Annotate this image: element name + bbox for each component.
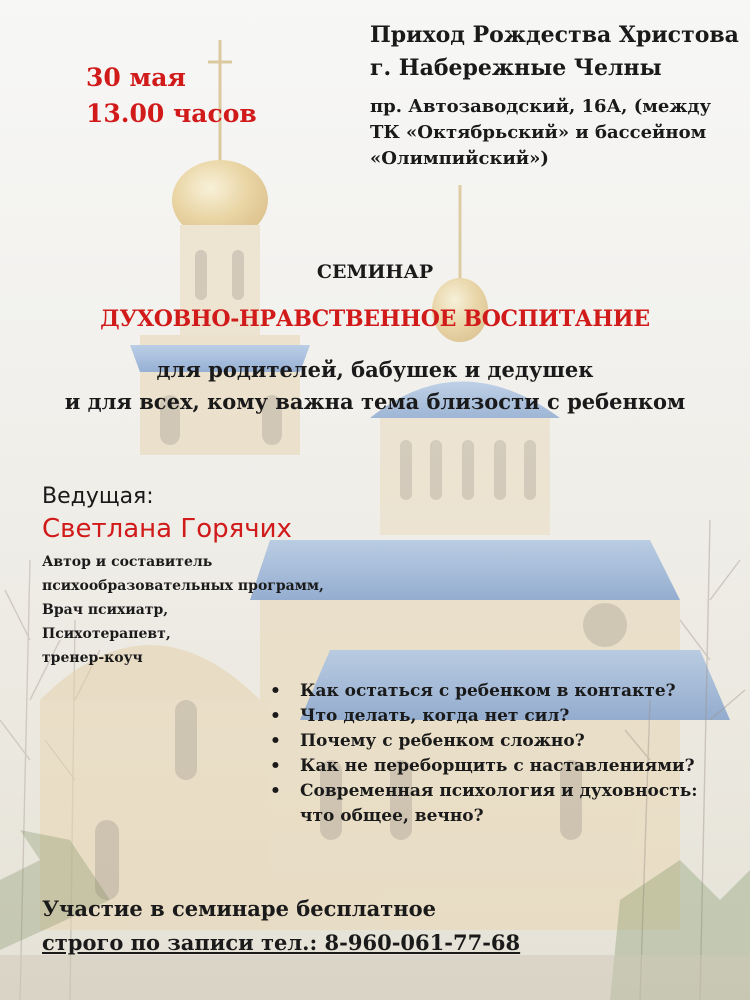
bullet: •	[270, 706, 281, 726]
seminar-title: ДУХОВНО-НРАВСТВЕННОЕ ВОСПИТАНИЕ	[100, 306, 650, 332]
bullet: •	[270, 756, 281, 776]
topic-item	[270, 679, 698, 704]
address-line: «Олимпийский»)	[370, 148, 549, 169]
seminar-label: СЕМИНАР	[316, 261, 434, 283]
date-block	[86, 60, 257, 132]
parish-block	[370, 19, 739, 85]
topic-item	[270, 779, 698, 804]
bullet: •	[270, 731, 281, 751]
bullet: •	[270, 781, 281, 801]
host-name: Светлана Горячих	[42, 514, 292, 544]
free-participation: Участие в семинаре бесплатное	[42, 896, 436, 921]
footer-block	[42, 892, 520, 960]
address-block	[370, 94, 711, 172]
topic-text: что общее, вечно?	[300, 806, 484, 826]
parish-name: Приход Рождества Христова	[370, 22, 739, 48]
topic-text: Как не переборщить с наставлениями?	[300, 756, 695, 776]
audience-line: для родителей, бабушек и дедушек	[156, 357, 594, 382]
address-line: ТК «Октябрьский» и бассейном	[370, 122, 707, 143]
bullet: •	[270, 681, 281, 701]
audience-line: и для всех, кому важна тема близости с ребенком	[64, 389, 686, 414]
topics-list	[270, 679, 698, 829]
host-label: Ведущая:	[42, 484, 154, 509]
host-credentials	[42, 550, 324, 670]
credential-line: Врач психиатр,	[42, 602, 169, 618]
credential-line: психообразовательных программ,	[42, 578, 324, 594]
topic-text: Как остаться с ребенком в контакте?	[300, 681, 676, 701]
credential-line: Автор и составитель	[42, 554, 213, 570]
registration-phone: строго по записи тел.: 8-960-061-77-68	[42, 930, 521, 955]
parish-city: г. Набережные Челны	[370, 55, 662, 81]
credential-line: тренер-коуч	[42, 650, 143, 666]
date-time: 13.00 часов	[86, 99, 257, 128]
topic-item	[270, 729, 698, 754]
topic-item	[270, 754, 698, 779]
topic-item	[270, 704, 698, 729]
audience-block	[0, 354, 750, 418]
address-line: пр. Автозаводский, 16А, (между	[370, 96, 712, 117]
topic-text: Почему с ребенком сложно?	[300, 731, 585, 751]
credential-line: Психотерапевт,	[42, 626, 171, 642]
date-day: 30 мая	[86, 63, 186, 92]
topic-continuation	[270, 804, 698, 829]
topic-text: Что делать, когда нет сил?	[300, 706, 570, 726]
topic-text: Современная психология и духовность:	[300, 781, 698, 801]
